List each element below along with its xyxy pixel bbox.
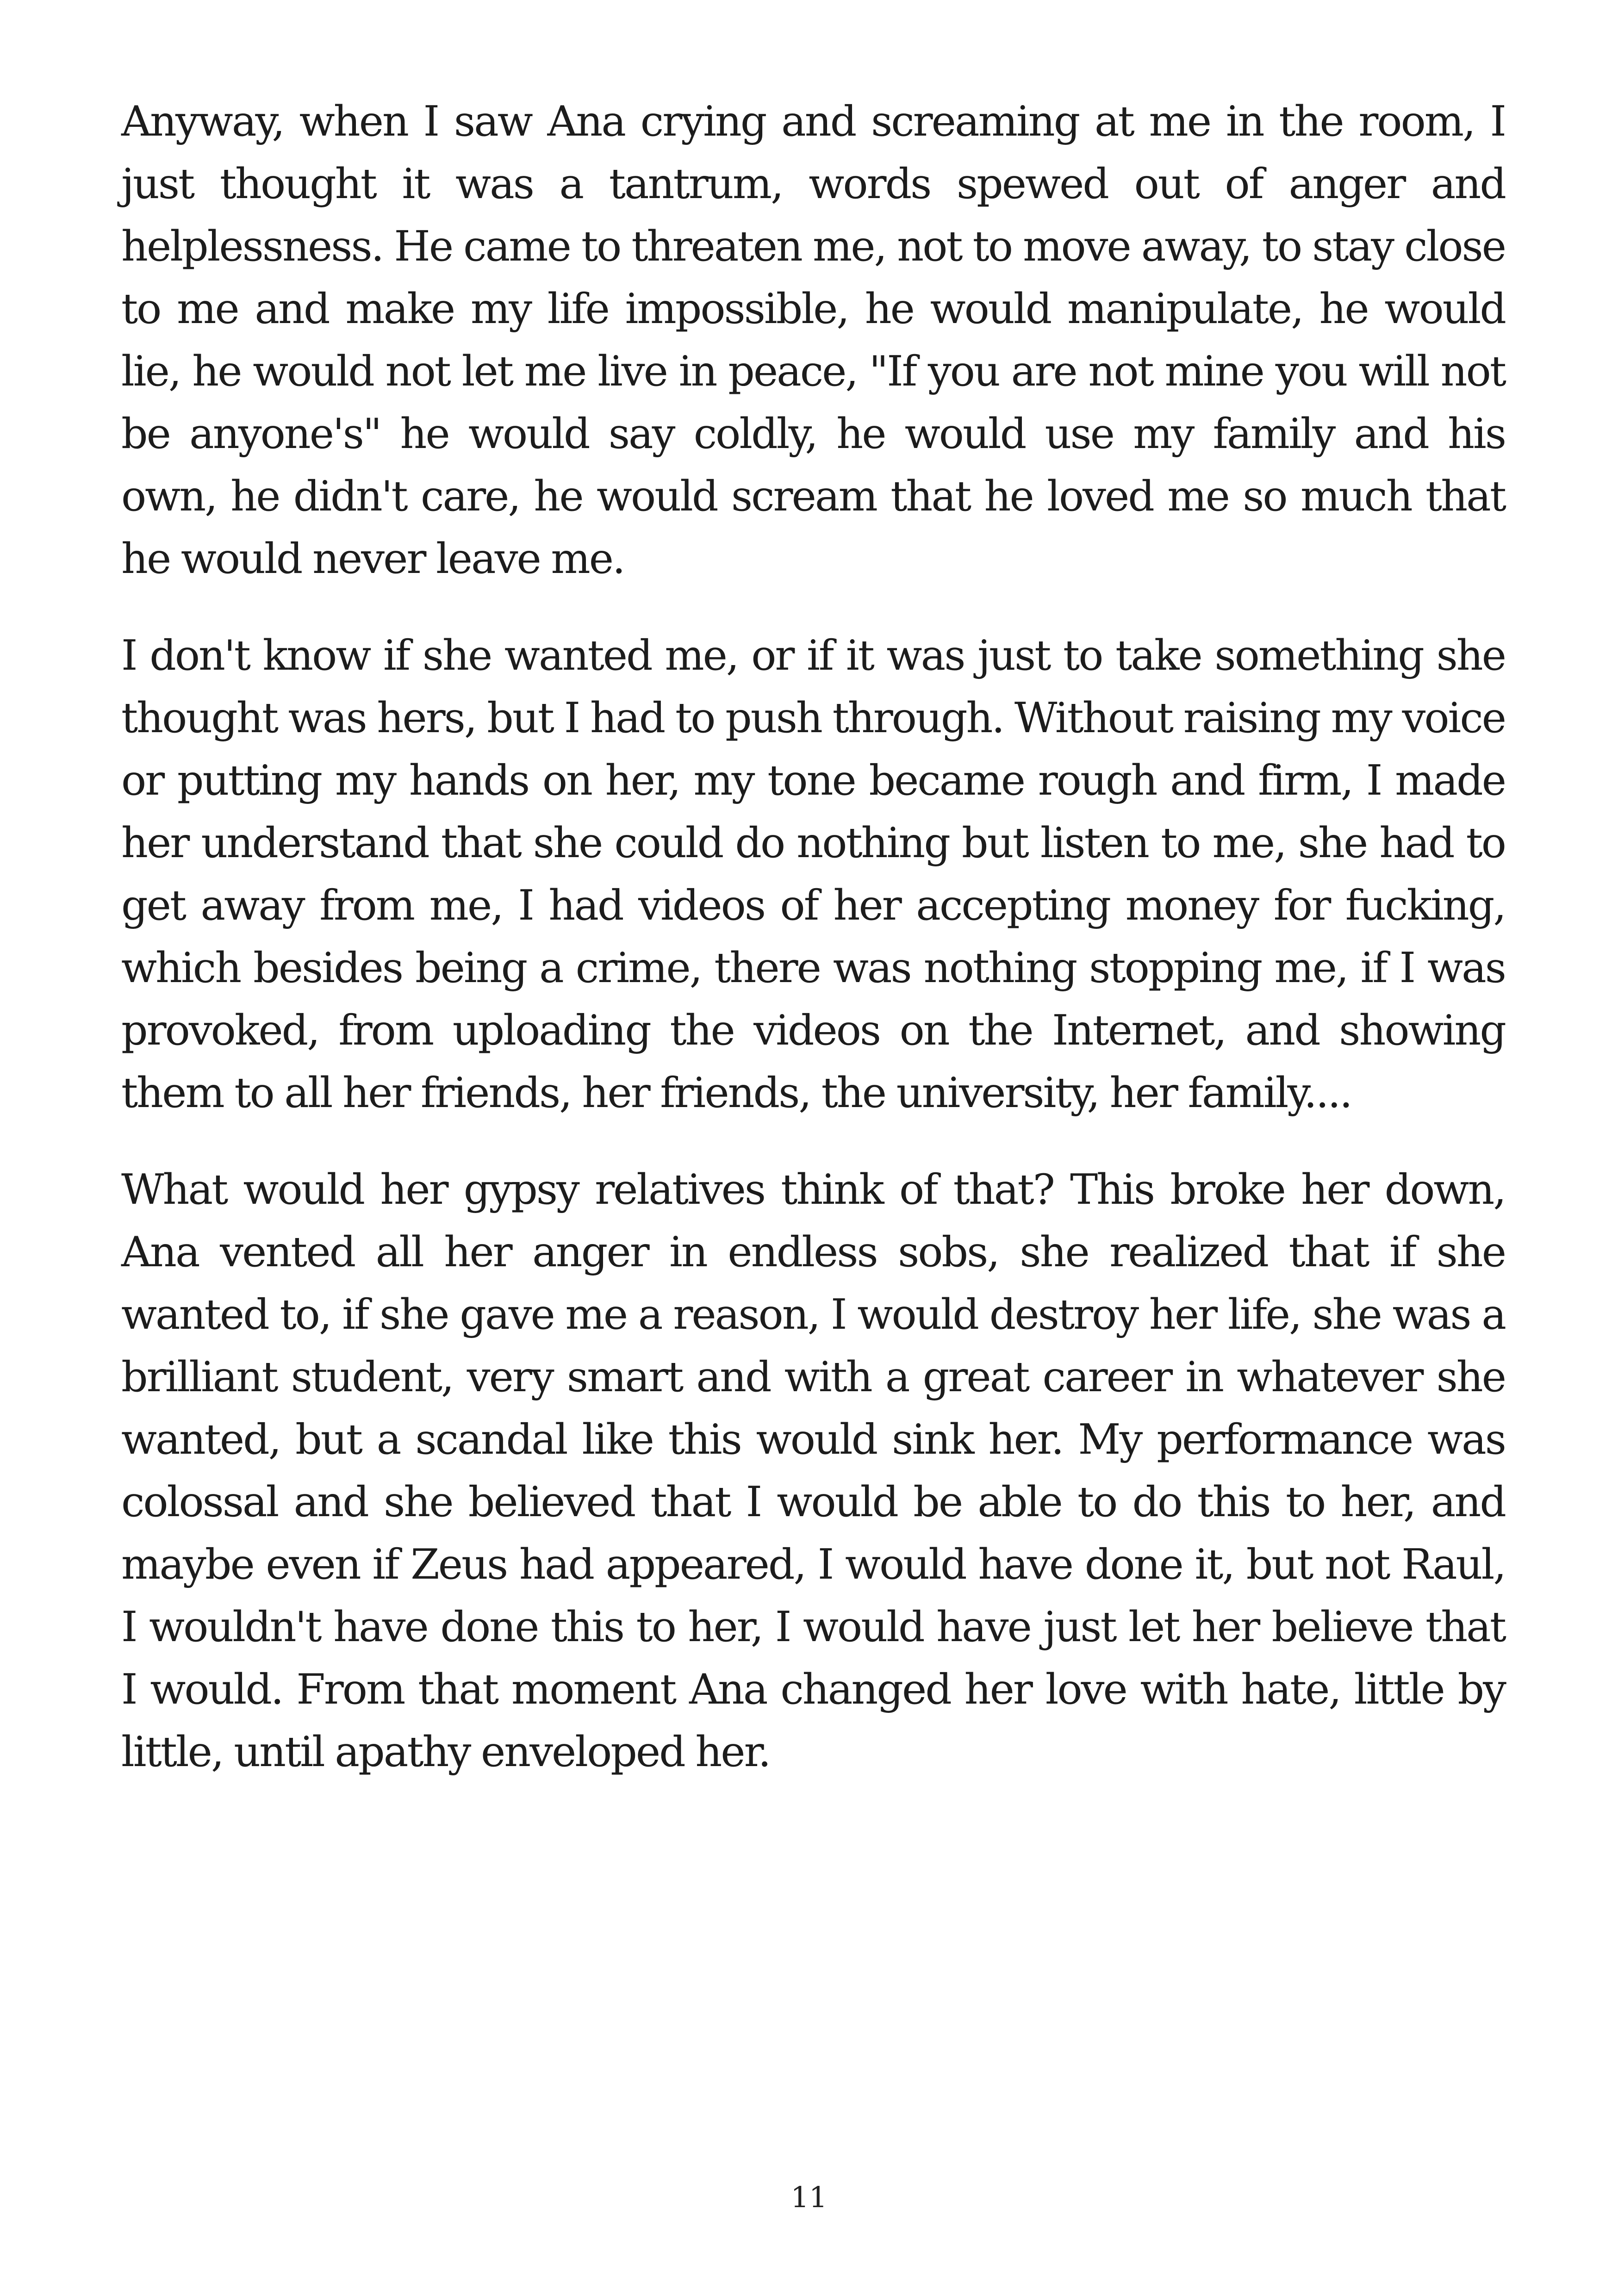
- paragraph-3: What would her gypsy relatives think of that? This broke her down, Ana vented all her anger in endless sobs, she realized that if she wanted to, if she gave me a reason, I would destroy her life, she was a brilliant student, very smart and with a great career in whatever she wanted, but a scandal like this would sink her. My performance was colossal and she believed that I would be able to do this to her, and maybe even if Zeus had appeared, I would have done it, but not Raul, I wouldn't have done this to her, I would have just let her believe that I would. From that moment Ana changed her love with hate, little by little, until apathy enveloped her.: [121, 1165, 1505, 1776]
- body-text: [121, 90, 1505, 1817]
- paragraph-1: Anyway, when I saw Ana crying and screaming at me in the room, I just thought it was a tantrum, words spewed out of anger and helplessness. He came to threaten me, not to move away, to stay close to me and make my life impossible, he would manipulate, he would lie, he would not let me live in peace, "If you are not mine you will not be anyone's" he would say coldly, he would use my family and his own, he didn't care, he would scream that he loved me so much that he would never leave me.: [121, 97, 1505, 583]
- page-number: 11: [790, 2180, 828, 2214]
- paragraph-2: I don't know if she wanted me, or if it was just to take something she thought was hers, but I had to push through. Without raising my voice or putting my hands on her, my tone became rough and firm, I made her understand that she could do nothing but listen to me, she had to get away from me, I had videos of her accepting money for fucking, which besides being a crime, there was nothing stopping me, if I was provoked, from uploading the videos on the Internet, and showing them to all her friends, her friends, the university, her family....: [121, 631, 1505, 1117]
